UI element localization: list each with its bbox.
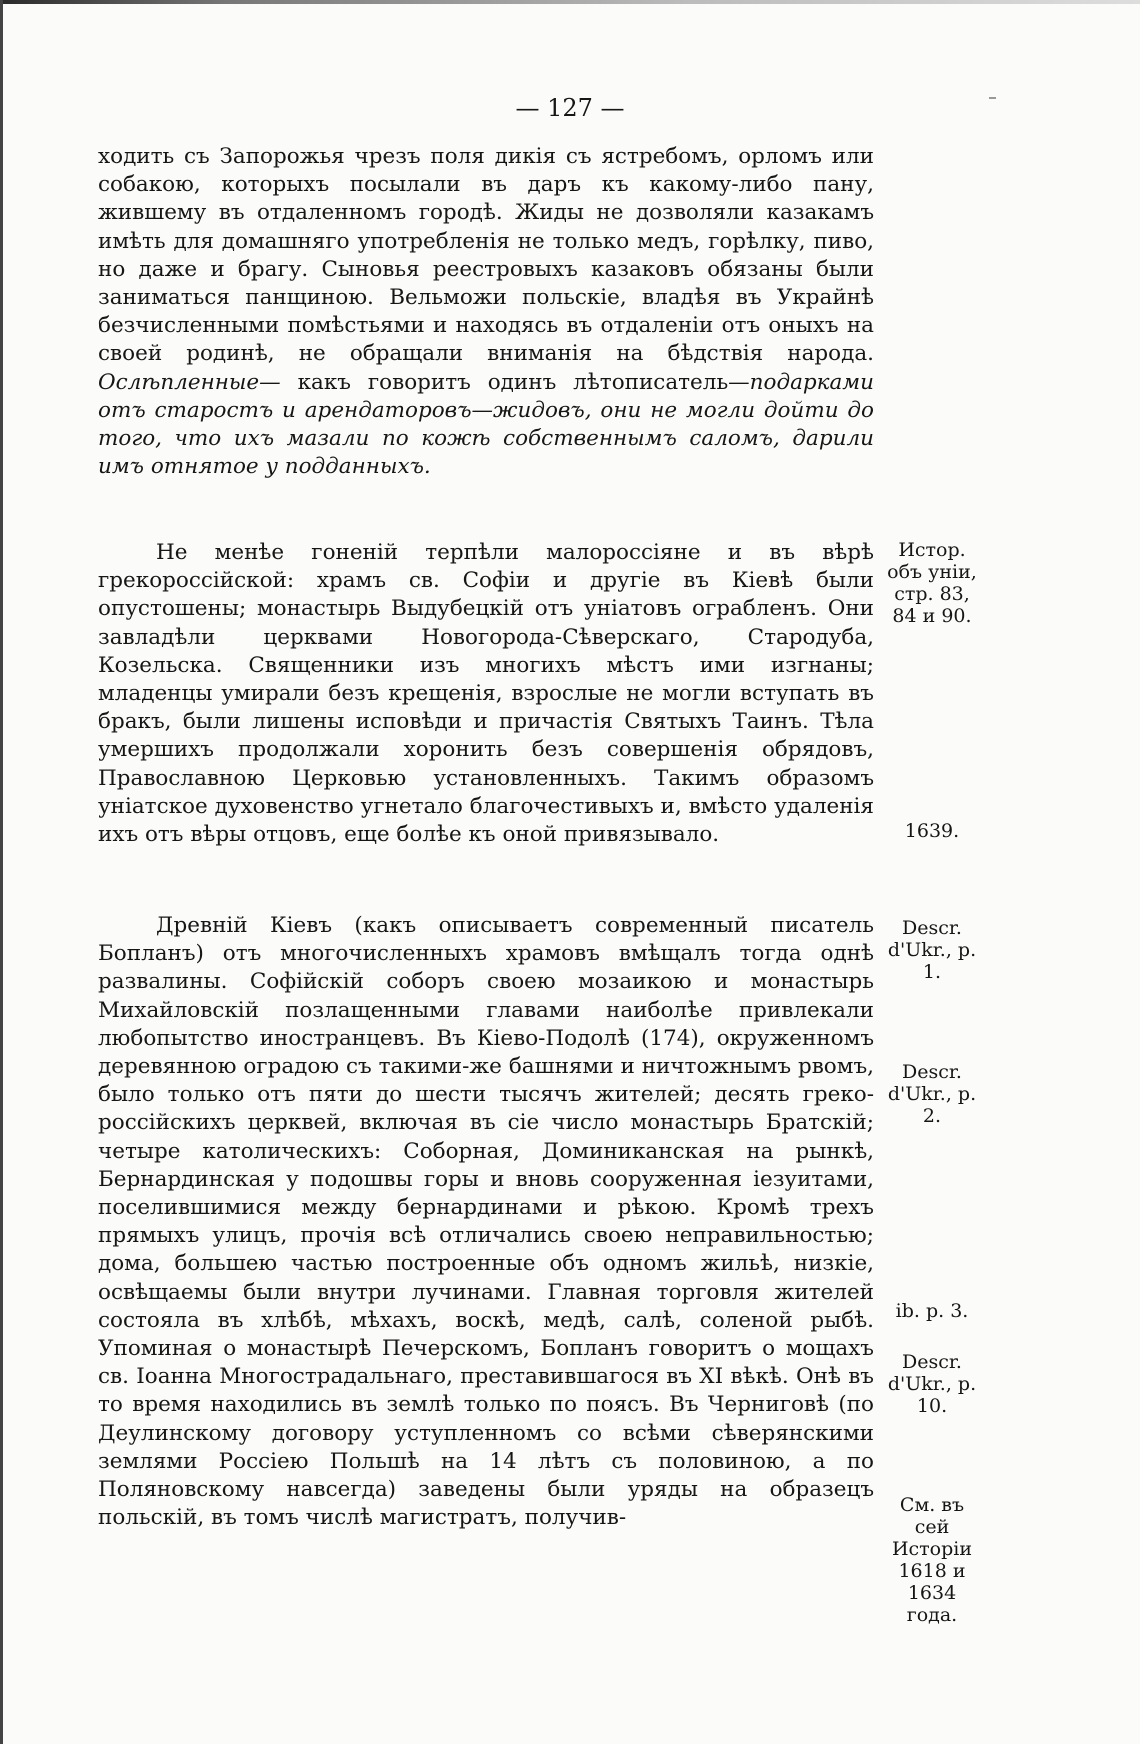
margin-note-descr-p1: Descr. d'Ukr., p. 1. bbox=[887, 917, 977, 983]
paragraph-3: Древній Кіевъ (какъ описываетъ современный писатель Бопланъ) отъ многочисленныхъ храмовъ вмѣщалъ тогда однѣ развалины. Софійскій соборъ своею мозаикою и монастырь Михайловскій позлащенными главами наиболѣе привлекали любопытство иностранцевъ. Въ Кіево-Подолѣ (174), окруженномъ деревянною оградою съ такими-же башнями и ничтожнымъ рвомъ, было только отъ пяти до шести тысячъ жителей; десять греко-россійскихъ церквей, включая въ сіе число монастырь Братскій; четыре католическихъ: Соборная, Доминиканская на рынкѣ, Бернардинская у подошвы горы и вновь сооруженная іезуитами, поселившимися между бернардинами и рѣкою. Кромѣ трехъ прямыхъ улицъ, прочія всѣ отличались своею неправильностью; дома, большею частью построенные объ одномъ жильѣ, низкіе, освѣщаемы были внутри лучинами. Главная торговля жителей состояла въ хлѣбѣ, мѣхахъ, воскѣ, медѣ, салѣ, соленой рыбѣ. Упоминая о монастырѣ Печерскомъ, Бопланъ говоритъ о мощахъ св. Іоанна Многострадальнаго, преставившагося въ XI вѣкѣ. Онѣ въ то время находились въ землѣ только по поясъ. Въ Черниговѣ (по Деулинскому договору уступленномъ со всѣми сѣверянскими землями Россіею Польшѣ на 14 лѣтъ съ половиною, а по Поляновскому навсегда) заведены были уряды на образецъ польскій, въ томъ числѣ магистратъ, получив- bbox=[98, 913, 874, 1531]
quote-italic-1: Ослѣпленные— bbox=[98, 369, 281, 395]
margin-note-see-history: См. въ сей Исторіи 1618 и 1634 года. bbox=[891, 1494, 973, 1626]
paragraph-2: Не менѣе гоненій терпѣли малороссіяне и въ вѣрѣ грекороссійской: храмъ св. Софіи и другіе въ Кіевѣ были опустошены; монастырь Выдубецкій отъ уніатовъ ограбленъ. Они завладѣли церквами Новогорода-Сѣверскаго, Стародуба, Козельска. Священники изъ многихъ мѣстъ ими изгнаны; младенцы умирали безъ крещенія, взрослые не могли вступать въ бракъ, были лишены исповѣди и причастія Святыхъ Таинъ. Тѣла умершихъ продолжали хоронить безъ совершенія обрядовъ, Православною Церковью установленныхъ. Такимъ образомъ уніатское духовенство угнетало благочестивыхъ и, вмѣсто удаленія ихъ отъ вѣры отцовъ, еще болѣе къ оной привязывало. bbox=[98, 540, 874, 848]
margin-note-descr-p2: Descr. d'Ukr., p. 2. bbox=[887, 1061, 977, 1127]
margin-note-ib-p3: ib. p. 3. bbox=[895, 1300, 969, 1322]
quote-plain: какъ говоритъ одинъ лѣтописатель— bbox=[280, 369, 750, 395]
scan-edge-left bbox=[0, 0, 3, 1744]
paragraph-3-block bbox=[98, 912, 874, 1532]
margin-note-year-1639: 1639. bbox=[904, 820, 960, 842]
margin-note-union-history: Истор. объ уніи, стр. 83, 84 и 90. bbox=[887, 539, 977, 627]
margin-note-descr-p10: Descr. d'Ukr., p. 10. bbox=[887, 1351, 977, 1417]
quote-italic-2: подарками отъ старостъ и арендаторовъ—жидовъ, они не могли дойти до того, что ихъ мазали по кожѣ собственнымъ саломъ, дарили имъ отнятое у подданныхъ. bbox=[98, 369, 874, 480]
paragraph-1-block bbox=[98, 143, 874, 481]
scan-edge-top bbox=[0, 0, 1140, 4]
paragraph-2-block bbox=[98, 539, 874, 849]
paragraph-1-text: ходить съ Запорожья чрезъ поля дикія съ ястребомъ, орломъ или собакою, которыхъ посылали въ даръ къ какому-либо пану, жившему въ отдаленномъ городѣ. Жиды не дозволяли казакамъ имѣть для домашняго употребленія не только медъ, горѣлку, пиво, но даже и брагу. Сыновья реестровыхъ казаковъ обязаны были заниматься панщиною. Вельможи польскіе, владѣя въ Украйнѣ безчисленными помѣстьями и находясь въ отдаленіи отъ оныхъ на своей родинѣ, не обращали вниманія на бѣдствія народа. bbox=[98, 144, 874, 367]
page-number: — 127 — bbox=[515, 94, 625, 122]
paragraph-1 bbox=[98, 143, 874, 481]
